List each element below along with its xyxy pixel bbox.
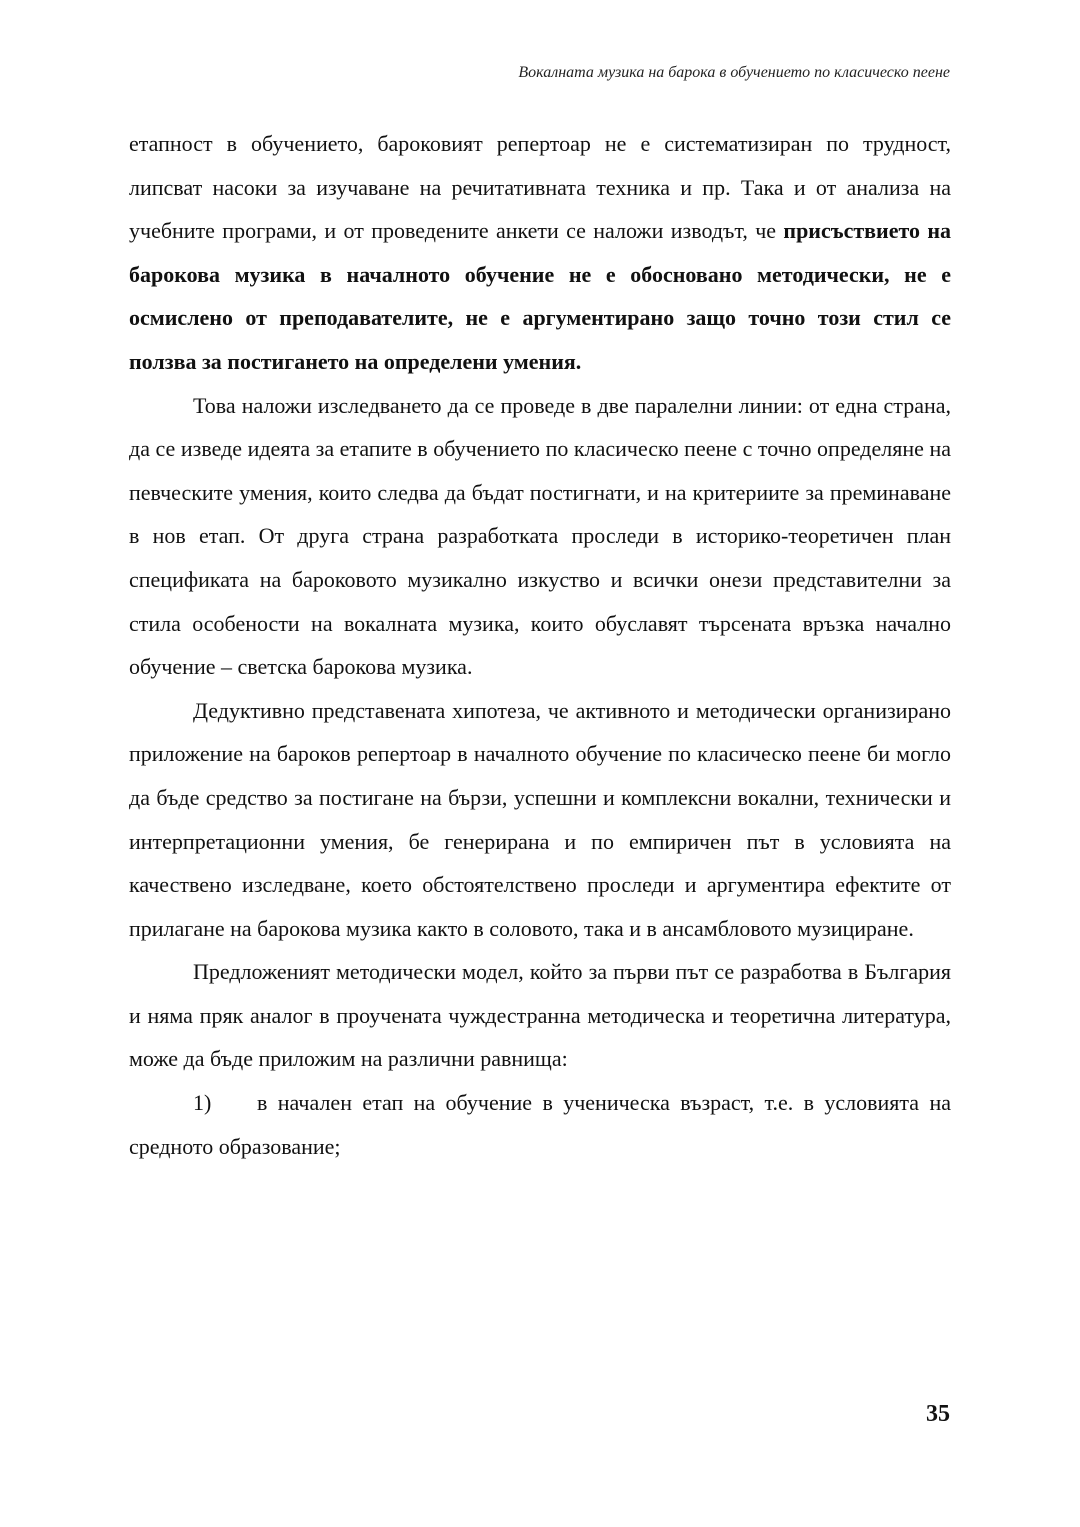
paragraph-1: [129, 122, 951, 384]
list-item-1-text: в начален етап на обучение в ученическа възраст, т.е. в условията на средното образование;: [129, 1090, 951, 1159]
paragraph-3: Дедуктивно представената хипотеза, че активното и методически организирано приложение на бароков репертоар в началното обучение по класическо пеене би могло да бъде средство за постигане на бързи, успешни и комплексни вокални, технически и интерпретационни умения, бе генерирана и по емпиричен път в условията на качествено изследване, което обстоятелствено проследи и аргументира ефектите от прилагане на барокова музика както в соловото, така и в ансамбловото музициране.: [129, 697, 951, 941]
list-item-1: [129, 1081, 951, 1168]
paragraph-4: Предложеният методически модел, който за първи път се разработва в България и няма пряк аналог в проучената чуждестранна методическа и теоретична литература, може да бъде приложим на различни равнища:: [129, 959, 951, 1072]
paragraph-1-bold-conclusion: присъствието на барокова музика в началното обучение не е обосновано методически, не е осмислено от преподавателите, не е аргументирано защо точно този стил се ползва за постигането на определени умения.: [129, 218, 952, 374]
body-text: [129, 122, 951, 1168]
running-header: Вокалната музика на барока в обучението по класическо пеене: [518, 64, 950, 81]
paragraph-2: Това наложи изследването да се проведе в две паралелни линии: от една страна, да се изведе идеята за етапите в обучението по класическо пеене с точно определяне на певческите умения, които следва да бъдат постигнати, и на критериите за преминаване в нов етап. От друга страна разработката проследи в историко-теоретичен план спецификата на бароковото музикално изкуство и всички онези представителни за стила особености на вокалната музика, които обуславят търсената връзка начално обучение – светска барокова музика.: [129, 392, 951, 680]
paragraph-1-lead: етапност в обучението, бароковият репертоар не е систематизиран по трудност, липсват насоки за изучаване на речитативната техника и пр. Така и от анализа на учебните програми, и от проведените анкети се наложи изводът, че: [129, 131, 951, 244]
page-number: 35: [926, 1401, 950, 1427]
list-item-1-number: 1): [193, 1090, 212, 1116]
